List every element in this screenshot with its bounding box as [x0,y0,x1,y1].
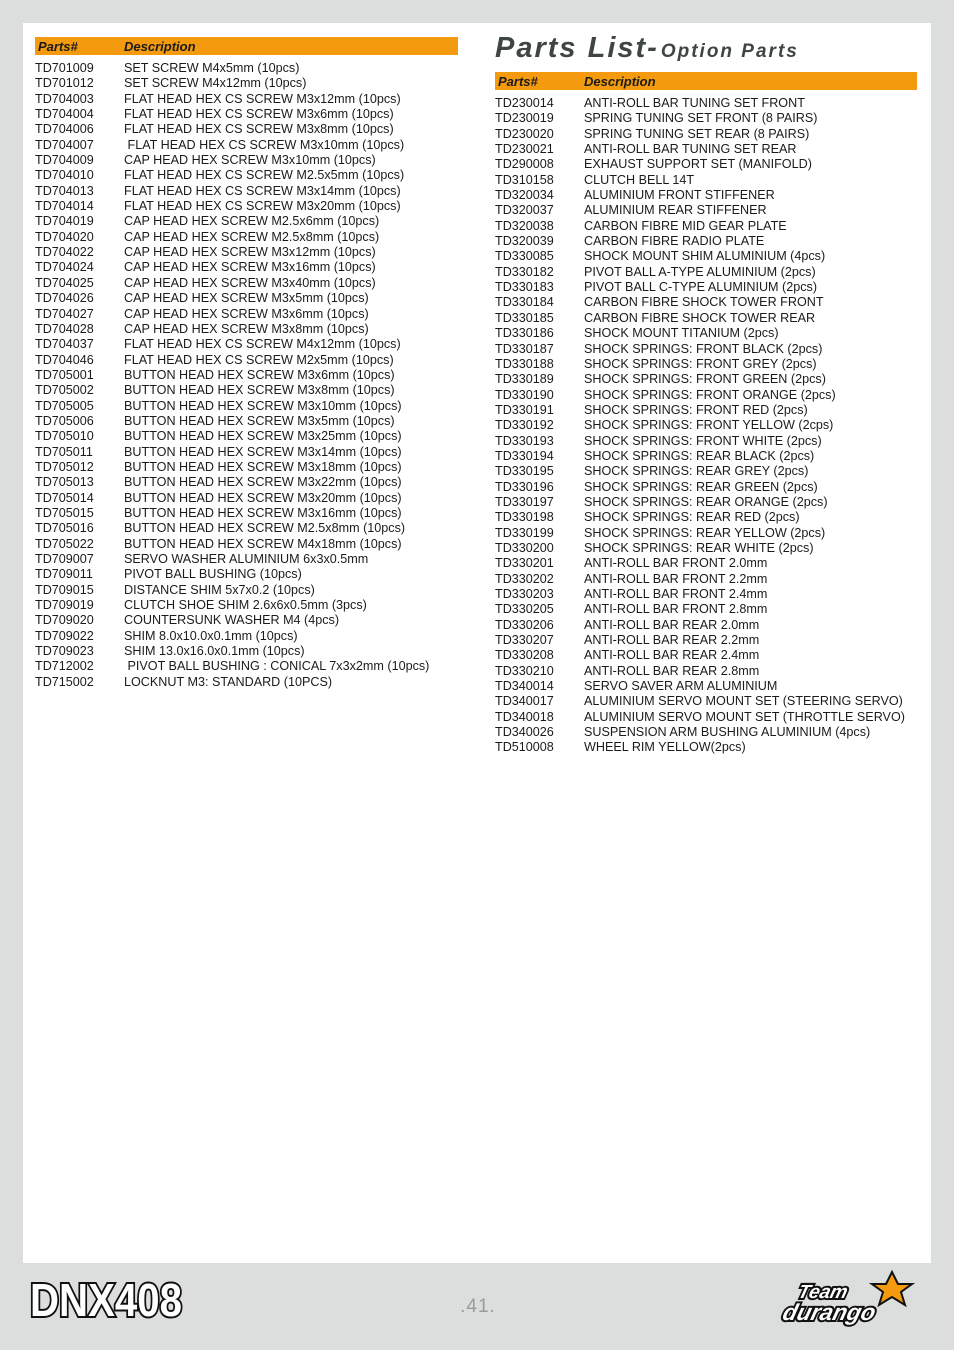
table-row [495,602,917,617]
table-row [35,598,458,613]
left-parts-table [35,37,458,690]
part-number: TD709011 [35,567,93,582]
part-description: ALUMINIUM SERVO MOUNT SET (THROTTLE SERVO) [584,709,905,724]
part-description: BUTTON HEAD HEX SCREW M3x6mm (10pcs) [124,367,395,382]
left-table-header [35,37,458,55]
table-row [35,567,458,582]
svg-text:Team: Team [795,1282,850,1303]
table-row [495,464,917,479]
part-number: TD330203 [495,587,554,601]
table-row [495,173,917,188]
part-number: TD709015 [35,582,94,597]
part-number: TD340018 [495,709,554,724]
part-number: TD230021 [495,142,554,157]
table-row [495,188,917,203]
table-row [495,96,917,111]
part-number: TD704006 [35,122,94,137]
table-row [495,725,917,740]
part-number: TD330190 [495,387,554,402]
table-row [495,587,917,602]
part-number: TD320038 [495,218,554,233]
title-sub: Option Parts [660,41,799,62]
part-number: TD330208 [495,648,554,663]
table-row [495,403,917,418]
table-row [35,445,458,460]
part-number: TD330201 [495,556,554,571]
table-row [35,521,458,536]
table-row [35,337,458,352]
part-description: SHOCK SPRINGS: FRONT WHITE (2pcs) [584,433,822,448]
header-description: Description [124,38,196,54]
part-number: TD705013 [35,475,94,490]
part-description: CARBON FIBRE RADIO PLATE [584,234,765,249]
part-description: SUSPENSION ARM BUSHING ALUMINIUM (4pcs) [584,725,871,740]
part-description: ALUMINIUM SERVO MOUNT SET (STEERING SERVO) [584,694,903,709]
part-number: TD310158 [495,172,554,187]
part-number: TD330210 [495,663,554,678]
table-row [35,383,458,398]
part-number: TD709019 [35,598,94,613]
table-row [35,291,458,306]
part-description: BUTTON HEAD HEX SCREW M3x20mm (10pcs) [124,490,402,505]
part-number: TD230020 [495,126,554,141]
part-description: FLAT HEAD HEX CS SCREW M3x20mm (10pcs) [124,199,401,214]
header-description: Description [584,73,656,89]
dnx408-logo-text: DNX408 [30,1274,182,1324]
part-number: TD330194 [495,448,554,463]
part-description: PIVOT BALL C-TYPE ALUMINIUM (2pcs) [584,280,818,295]
table-row [495,388,917,403]
part-number: TD705011 [35,444,93,459]
part-description: BUTTON HEAD HEX SCREW M3x16mm (10pcs) [124,505,402,520]
part-description: BUTTON HEAD HEX SCREW M2.5x8mm (10pcs) [124,521,406,536]
part-number: TD705001 [35,367,94,382]
part-description: ANTI-ROLL BAR TUNING SET REAR [584,142,797,157]
part-number: TD230014 [495,96,554,110]
part-number: TD709020 [35,613,94,628]
table-row [35,552,458,567]
part-number: TD704037 [35,337,94,352]
table-row [35,92,458,107]
table-row [495,449,917,464]
header-parts-number: Parts# [498,73,538,89]
table-row [495,648,917,663]
part-description: ANTI-ROLL BAR REAR 2.4mm [584,648,760,663]
part-description: WHEEL RIM YELLOW(2pcs) [584,740,746,755]
part-description: SHOCK SPRINGS: FRONT BLACK (2pcs) [584,341,823,356]
part-description: BUTTON HEAD HEX SCREW M3x25mm (10pcs) [124,429,402,444]
part-number: TD340017 [495,694,554,709]
page-number: .41. [460,1296,496,1317]
table-row [495,618,917,633]
part-number: TD705015 [35,505,94,520]
part-number: TD704020 [35,229,94,244]
table-row [35,659,458,674]
table-row [35,61,458,76]
part-number: TD510008 [495,740,554,755]
part-description: SHOCK SPRINGS: FRONT GREEN (2pcs) [584,372,826,387]
part-description: CARBON FIBRE SHOCK TOWER FRONT [584,295,824,310]
right-table-header [495,72,917,90]
part-number: TD705022 [35,536,94,551]
part-number: TD330191 [495,402,554,417]
table-row [495,127,917,142]
part-description: BUTTON HEAD HEX SCREW M3x22mm (10pcs) [124,475,402,490]
table-row [495,111,917,126]
part-number: TD330205 [495,602,554,617]
part-description: SHOCK SPRINGS: REAR WHITE (2pcs) [584,540,814,555]
table-row [495,480,917,495]
part-description: CAP HEAD HEX SCREW M3x10mm (10pcs) [124,153,376,168]
table-row [35,368,458,383]
table-row [35,153,458,168]
part-number: TD704009 [35,153,94,168]
table-row [495,203,917,218]
table-row [495,142,917,157]
part-number: TD704013 [35,183,94,198]
part-number: TD330187 [495,341,554,356]
part-description: FLAT HEAD HEX CS SCREW M2.5x5mm (10pcs) [124,168,405,183]
part-number: TD230019 [495,111,554,126]
part-description: SHOCK SPRINGS: FRONT GREY (2pcs) [584,356,817,371]
table-row [35,138,458,153]
table-row [495,249,917,264]
part-number: TD705012 [35,459,94,474]
table-row [495,740,917,755]
table-row [495,372,917,387]
part-description: FLAT HEAD HEX CS SCREW M3x14mm (10pcs) [124,183,401,198]
table-row [495,510,917,525]
table-row [495,295,917,310]
part-number: TD330193 [495,433,554,448]
page-title [495,32,917,72]
part-description: CAP HEAD HEX SCREW M3x6mm (10pcs) [124,306,369,321]
table-row [35,506,458,521]
table-row [35,184,458,199]
part-description: ANTI-ROLL BAR FRONT 2.2mm [584,571,768,586]
part-number: TD340014 [495,679,554,694]
part-number: TD705002 [35,383,94,398]
part-description: CAP HEAD HEX SCREW M3x12mm (10pcs) [124,245,376,260]
table-row [495,234,917,249]
part-number: TD704019 [35,214,94,229]
part-description: ALUMINIUM FRONT STIFFENER [584,188,775,203]
svg-text:durango: durango [780,1299,879,1325]
table-row [495,679,917,694]
title-main: Parts List- [495,32,659,64]
part-description: SHOCK SPRINGS: REAR RED (2pcs) [584,510,800,525]
part-description: SPRING TUNING SET REAR (8 PAIRS) [584,126,810,141]
part-number: TD330207 [495,633,554,648]
part-description: ANTI-ROLL BAR FRONT 2.0mm [584,556,768,571]
table-row [35,168,458,183]
page-sheet [23,23,931,1263]
part-number: TD704025 [35,275,94,290]
part-description: EXHAUST SUPPORT SET (MANIFOLD) [584,157,812,172]
part-number: TD330206 [495,617,554,632]
part-number: TD330195 [495,464,554,479]
part-description: FLAT HEAD HEX CS SCREW M3x12mm (10pcs) [124,91,401,106]
part-description: BUTTON HEAD HEX SCREW M3x14mm (10pcs) [124,444,402,459]
left-table-rows [35,61,458,690]
table-row [495,541,917,556]
table-row [495,265,917,280]
table-row [35,675,458,690]
table-row [495,556,917,571]
table-row [35,199,458,214]
part-description: SHOCK SPRINGS: REAR GREY (2pcs) [584,464,809,479]
table-row [35,399,458,414]
part-number: TD330200 [495,540,554,555]
part-description: CLUTCH SHOE SHIM 2.6x6x0.5mm (3pcs) [124,598,367,613]
part-description: SERVO SAVER ARM ALUMINIUM [584,679,778,694]
header-parts-number: Parts# [38,38,78,54]
part-number: TD320039 [495,234,554,249]
table-row [35,260,458,275]
table-row [495,342,917,357]
part-description: SHIM 8.0x10.0x0.1mm (10pcs) [124,628,298,643]
right-parts-table [495,32,917,756]
table-row [35,537,458,552]
table-row [35,245,458,260]
part-description: BUTTON HEAD HEX SCREW M4x18mm (10pcs) [124,536,402,551]
part-number: TD705016 [35,521,94,536]
table-row [35,583,458,598]
part-description: PIVOT BALL BUSHING : CONICAL 7x3x2mm (10pcs) [124,659,430,674]
part-number: TD704014 [35,199,94,214]
part-description: SHOCK SPRINGS: FRONT YELLOW (2cps) [584,418,834,433]
part-description: SHOCK SPRINGS: REAR BLACK (2pcs) [584,448,815,463]
table-row [495,157,917,172]
part-description: SHOCK MOUNT TITANIUM (2pcs) [584,326,779,341]
table-row [35,307,458,322]
part-number: TD330185 [495,310,554,325]
part-description: CAP HEAD HEX SCREW M3x5mm (10pcs) [124,291,369,306]
table-row [35,475,458,490]
part-description: FLAT HEAD HEX CS SCREW M2x5mm (10pcs) [124,352,394,367]
part-number: TD704026 [35,291,94,306]
part-description: LOCKNUT M3: STANDARD (10PCS) [124,674,333,689]
table-row [35,460,458,475]
part-description: SPRING TUNING SET FRONT (8 PAIRS) [584,111,818,126]
table-row [35,322,458,337]
part-description: BUTTON HEAD HEX SCREW M3x5mm (10pcs) [124,413,395,428]
table-row [35,230,458,245]
part-number: TD320037 [495,203,554,218]
part-number: TD704003 [35,91,94,106]
part-description: ANTI-ROLL BAR REAR 2.0mm [584,617,760,632]
part-number: TD712002 [35,659,94,674]
part-description: BUTTON HEAD HEX SCREW M3x18mm (10pcs) [124,459,402,474]
part-number: TD330202 [495,571,554,586]
table-row [35,214,458,229]
table-row [35,107,458,122]
table-row [35,353,458,368]
part-description: ANTI-ROLL BAR FRONT 2.4mm [584,587,768,601]
part-description: ANTI-ROLL BAR REAR 2.2mm [584,633,760,648]
table-row [35,491,458,506]
part-description: ANTI-ROLL BAR REAR 2.8mm [584,663,760,678]
part-number: TD704027 [35,306,94,321]
part-number: TD330189 [495,372,554,387]
dnx408-logo [28,1272,188,1324]
part-description: CAP HEAD HEX SCREW M2.5x6mm (10pcs) [124,214,380,229]
part-number: TD704007 [35,137,94,152]
part-description: CARBON FIBRE MID GEAR PLATE [584,218,787,233]
part-number: TD330198 [495,510,554,525]
part-number: TD705014 [35,490,94,505]
part-description: SHIM 13.0x16.0x0.1mm (10pcs) [124,644,305,659]
table-row [495,280,917,295]
part-description: SET SCREW M4x12mm (10pcs) [124,76,307,91]
part-number: TD709022 [35,628,94,643]
part-description: ALUMINIUM REAR STIFFENER [584,203,767,218]
team-durango-logo [774,1270,934,1330]
part-description: CAP HEAD HEX SCREW M2.5x8mm (10pcs) [124,229,380,244]
part-description: SHOCK SPRINGS: REAR YELLOW (2pcs) [584,525,826,540]
table-row [495,326,917,341]
table-row [35,414,458,429]
part-number: TD704004 [35,107,94,122]
part-number: TD704022 [35,245,94,260]
table-row [495,357,917,372]
part-description: FLAT HEAD HEX CS SCREW M4x12mm (10pcs) [124,337,401,352]
part-number: TD330192 [495,418,554,433]
part-description: CAP HEAD HEX SCREW M3x40mm (10pcs) [124,275,376,290]
part-number: TD715002 [35,674,94,689]
part-description: BUTTON HEAD HEX SCREW M3x8mm (10pcs) [124,383,395,398]
part-description: CAP HEAD HEX SCREW M3x8mm (10pcs) [124,321,369,336]
part-description: PIVOT BALL A-TYPE ALUMINIUM (2pcs) [584,264,816,279]
part-description: SHOCK MOUNT SHIM ALUMINIUM (4pcs) [584,249,826,264]
part-description: SHOCK SPRINGS: REAR GREEN (2pcs) [584,479,818,494]
part-number: TD705005 [35,398,94,413]
part-description: PIVOT BALL BUSHING (10pcs) [124,567,302,582]
part-description: FLAT HEAD HEX CS SCREW M3x8mm (10pcs) [124,122,394,137]
table-row [35,122,458,137]
part-number: TD709007 [35,552,94,566]
part-number: TD290008 [495,157,554,172]
part-number: TD705010 [35,429,94,444]
table-row [495,710,917,725]
part-number: TD704010 [35,168,94,183]
part-description: SHOCK SPRINGS: FRONT ORANGE (2pcs) [584,387,836,402]
part-number: TD704024 [35,260,94,275]
part-description: ANTI-ROLL BAR FRONT 2.8mm [584,602,768,617]
table-row [35,644,458,659]
table-row [35,613,458,628]
table-row [495,572,917,587]
part-number: TD701009 [35,61,94,75]
part-number: TD330188 [495,356,554,371]
part-number: TD709023 [35,644,94,659]
part-description: FLAT HEAD HEX CS SCREW M3x10mm (10pcs) [124,137,405,152]
table-row [495,311,917,326]
right-table-rows [495,96,917,756]
table-row [495,434,917,449]
part-number: TD330085 [495,249,554,264]
table-row [495,694,917,709]
part-number: TD330182 [495,264,554,279]
table-row [495,633,917,648]
table-row [35,629,458,644]
part-number: TD330184 [495,295,554,310]
table-row [495,418,917,433]
part-number: TD320034 [495,188,554,203]
part-description: CAP HEAD HEX SCREW M3x16mm (10pcs) [124,260,376,275]
table-row [495,664,917,679]
part-description: FLAT HEAD HEX CS SCREW M3x6mm (10pcs) [124,107,394,122]
part-number: TD330199 [495,525,554,540]
part-description: SET SCREW M4x5mm (10pcs) [124,61,300,75]
part-number: TD704046 [35,352,94,367]
part-number: TD705006 [35,413,94,428]
part-number: TD330183 [495,280,554,295]
part-description: SHOCK SPRINGS: REAR ORANGE (2pcs) [584,494,828,509]
table-row [35,276,458,291]
part-description: SHOCK SPRINGS: FRONT RED (2pcs) [584,402,808,417]
part-description: SERVO WASHER ALUMINIUM 6x3x0.5mm [124,552,369,566]
part-description: CLUTCH BELL 14T [584,172,695,187]
part-description: ANTI-ROLL BAR TUNING SET FRONT [584,96,805,110]
part-number: TD330197 [495,494,554,509]
table-row [495,219,917,234]
table-row [495,526,917,541]
part-description: CARBON FIBRE SHOCK TOWER REAR [584,310,816,325]
part-description: BUTTON HEAD HEX SCREW M3x10mm (10pcs) [124,398,402,413]
table-row [35,429,458,444]
table-row [35,76,458,91]
part-number: TD701012 [35,76,94,91]
part-description: DISTANCE SHIM 5x7x0.2 (10pcs) [124,582,315,597]
part-number: TD330186 [495,326,554,341]
part-number: TD340026 [495,725,554,740]
part-number: TD330196 [495,479,554,494]
part-description: COUNTERSUNK WASHER M4 (4pcs) [124,613,340,628]
part-number: TD704028 [35,321,94,336]
table-row [495,495,917,510]
